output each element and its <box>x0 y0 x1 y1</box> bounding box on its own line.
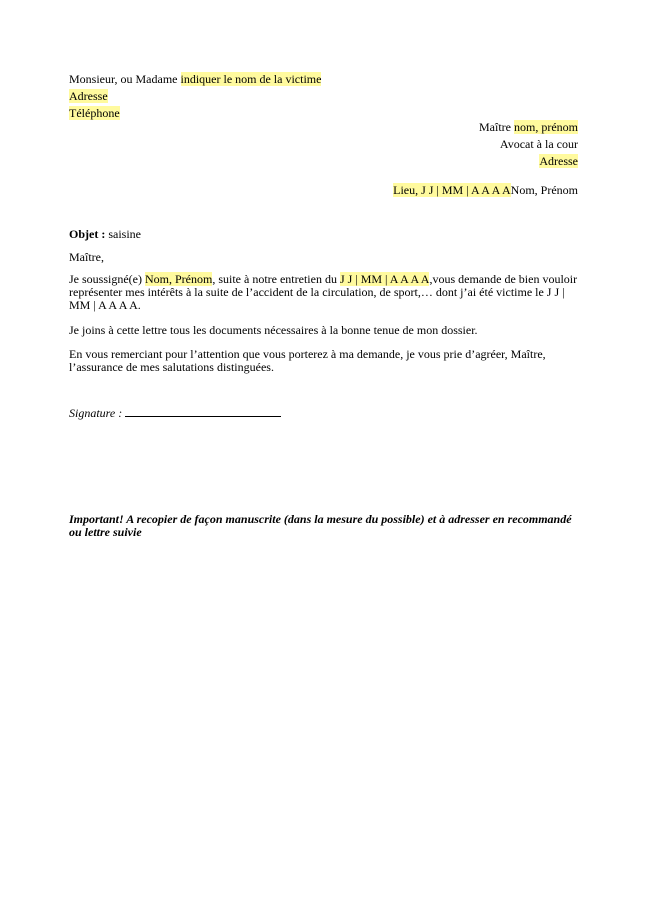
signature-line <box>69 405 281 420</box>
p1-date-placeholder: J J | MM | A A A A <box>339 272 430 286</box>
sender-phone-line <box>69 106 120 120</box>
signature-label: Signature : <box>69 406 123 420</box>
recipient-address-line <box>539 154 578 168</box>
subject-label: Objet : <box>69 227 106 241</box>
p1-part3: ,vous demande de bien vouloir représenter mes intérêts à la suite de l’accident de la circulation, de sport,… dont j’ai été victime le J J | MM | A A A A. <box>69 272 578 312</box>
sender-phone-placeholder: Téléphone <box>69 106 120 120</box>
signatory-name: Nom, Prénom <box>510 183 578 197</box>
recipient-prefix: Maître <box>479 120 514 134</box>
p1-part2: , suite à notre entretien du <box>212 272 340 286</box>
signature-blank <box>125 405 281 417</box>
body-paragraph-3: En vous remerciant pour l’attention que vous porterez à ma demande, je vous prie d’agréer, Maître, l’assurance de mes salutations distinguées. <box>69 347 546 374</box>
p1-part1: Je soussigné(e) <box>69 272 145 286</box>
recipient-name-line <box>479 120 578 134</box>
place-date-line <box>393 183 578 197</box>
place-date-placeholder: Lieu, J J | MM | A A A A <box>393 183 511 197</box>
salutation: Maître, <box>69 250 104 264</box>
recipient-name-placeholder: nom, prénom <box>514 120 578 134</box>
body-paragraph-2: Je joins à cette lettre tous les documents nécessaires à la bonne tenue de mon dossier. <box>69 323 478 337</box>
recipient-address-placeholder: Adresse <box>539 154 578 168</box>
subject-line <box>69 227 141 241</box>
subject-value: saisine <box>105 227 141 241</box>
sender-name-line <box>69 72 321 86</box>
sender-address-placeholder: Adresse <box>69 89 108 103</box>
sender-address-line <box>69 89 108 103</box>
important-note: Important! A recopier de façon manuscrite (dans la mesure du possible) et à adresser en recommandé ou lettre suivie <box>69 512 572 539</box>
body-paragraph-1 <box>69 273 581 312</box>
recipient-title-line <box>500 137 578 151</box>
sender-name-prefix: Monsieur, ou Madame <box>69 72 181 86</box>
sender-name-placeholder: indiquer le nom de la victime <box>180 72 322 86</box>
recipient-title: Avocat à la cour <box>499 137 578 151</box>
p1-name-placeholder: Nom, Prénom <box>144 272 213 286</box>
